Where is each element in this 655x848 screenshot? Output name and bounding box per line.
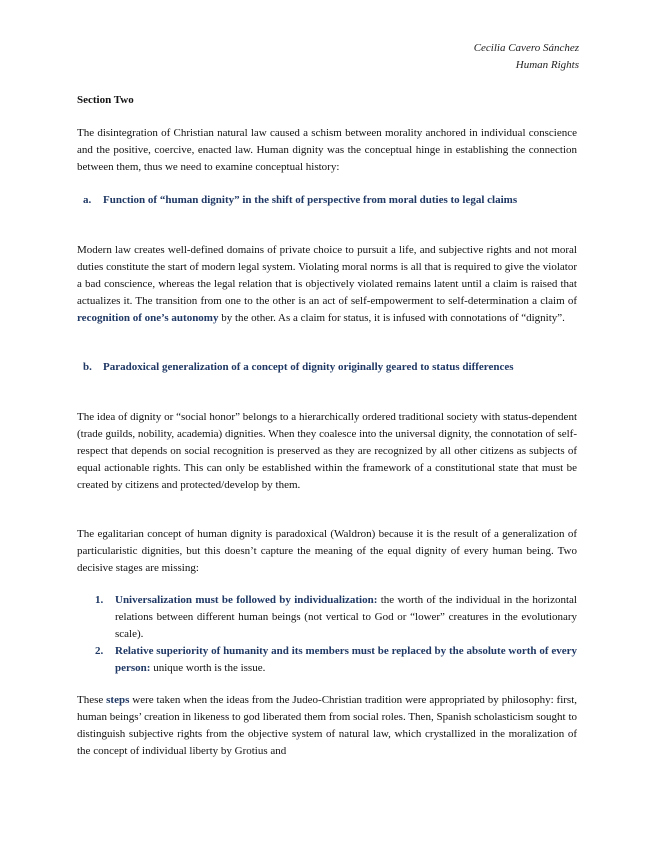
course-name: Human Rights xyxy=(515,59,579,71)
list-item xyxy=(77,592,577,643)
paragraph-a xyxy=(77,242,577,327)
heading-a-marker: a. xyxy=(83,194,92,206)
heading-b-marker: b. xyxy=(83,361,92,373)
list-item-bold: Universalization must be followed by individualization: xyxy=(115,594,378,606)
list-item-bold: Relative superiority of humanity and its members must be replaced by the absolute worth of every person: xyxy=(115,645,577,674)
stages-list xyxy=(77,592,577,677)
list-item-text: unique worth is the issue. xyxy=(150,662,266,674)
heading-b xyxy=(77,359,577,376)
section-title: Section Two xyxy=(77,94,134,106)
list-item-number: 1. xyxy=(95,594,104,606)
paragraph-b: The idea of dignity or “social honor” belongs to a hierarchically ordered traditional society with status-dependent (trade guilds, nobility, academia) dignities. When they coalesce into the universal dignity, the connotation of self-respect that depends on social recognition is preserved as they are recognized by all other citizens as subjects of equal actionable rights. This can only be established within the framework of a constitutional state that must be created by citizens and protected/develop by them. xyxy=(77,411,577,491)
paragraph-d-text-2: were taken when the ideas from the Judeo-Christian tradition were appropriated by philosophy: first, human beings’ creation in likeness to god liberated them from social roles. Then, Spanish scholasticism sought to distinguish subjective rights from the objective system of natural law, which crystallized in the moralization of the concept of individual liberty by Grotius and xyxy=(77,694,577,757)
paragraph-d-highlight: steps xyxy=(106,694,130,706)
paragraph-c: The egalitarian concept of human dignity is paradoxical (Waldron) because it is the result of a generalization of particularistic dignities, but this doesn’t capture the meaning of the equal dignity of every human being. Two decisive stages are missing: xyxy=(77,528,577,574)
list-item-number: 2. xyxy=(95,645,104,657)
heading-a xyxy=(77,192,577,209)
heading-b-text: Paradoxical generalization of a concept of dignity originally geared to status differences xyxy=(103,361,514,373)
paragraph-a-text-2: by the other. As a claim for status, it is infused with connotations of “dignity”. xyxy=(218,312,565,324)
page-header xyxy=(474,40,579,74)
paragraph-d xyxy=(77,692,577,760)
list-item-text: the worth of the individual in the horizontal relations between different human beings (not vertical to God or “lower” creatures in the evolutionary scale). xyxy=(115,594,577,640)
paragraph-a-text-1: Modern law creates well-defined domains of private choice to pursuit a life, and subjective rights and not moral duties constitute the start of modern legal system. Violating moral norms is all that is required to give the violator a bad conscience, whereas the legal relation that is objectively violated remains latent until a claim is raised that actualizes it. The transition from one to the other is an act of self-empowerment to self-determination a claim of xyxy=(77,244,577,307)
list-item xyxy=(77,643,577,677)
heading-a-text: Function of “human dignity” in the shift of perspective from moral duties to legal claims xyxy=(103,194,518,206)
paragraph-d-text-1: These xyxy=(77,694,107,706)
author-name: Cecilia Cavero Sánchez xyxy=(473,42,579,54)
paragraph-a-highlight: recognition of one’s autonomy xyxy=(77,312,219,324)
intro-paragraph: The disintegration of Christian natural law caused a schism between morality anchored in individual conscience and the positive, coercive, enacted law. Human dignity was the conceptual hinge in establishing the connection between them, thus we need to examine conceptual history: xyxy=(77,127,577,173)
